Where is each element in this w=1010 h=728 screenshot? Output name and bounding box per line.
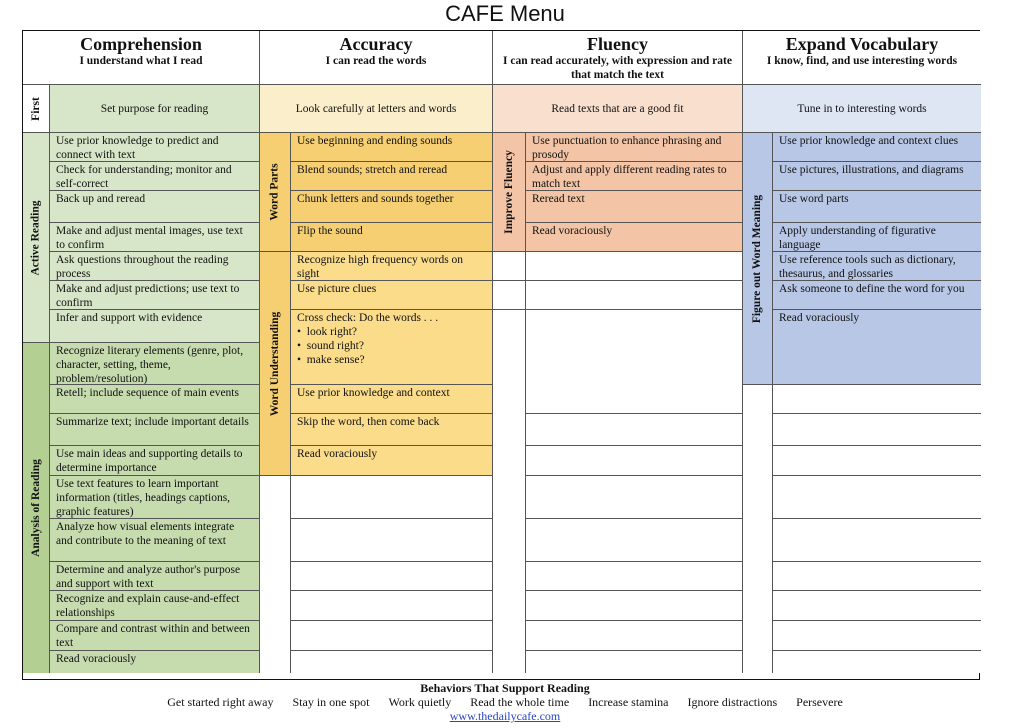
accuracy-item: Use prior knowledge and context <box>291 385 493 414</box>
empty-cell <box>773 476 981 519</box>
empty-cell <box>773 562 981 591</box>
empty-cell <box>526 252 743 281</box>
first-vocab: Tune in to interesting words <box>743 85 981 133</box>
accuracy-title: Accuracy <box>339 34 413 54</box>
accuracy-item: Read voraciously <box>291 446 493 476</box>
comprehension-item: Make and adjust predictions; use text to confirm <box>50 281 260 310</box>
vocab-item: Use pictures, illustrations, and diagrams <box>773 162 981 191</box>
accuracy-subtitle: I can read the words <box>325 55 427 67</box>
empty-cell <box>526 591 743 621</box>
comprehension-item: Infer and support with evidence <box>50 310 260 343</box>
empty-cell <box>291 562 493 591</box>
comprehension-item: Back up and reread <box>50 191 260 223</box>
fluency-item: Reread text <box>526 191 743 223</box>
empty-cell <box>493 252 526 281</box>
accuracy-item: Use picture clues <box>291 281 493 310</box>
comprehension-item: Retell; include sequence of main events <box>50 385 260 414</box>
empty-cell <box>493 310 526 673</box>
vocab-item: Ask someone to define the word for you <box>773 281 981 310</box>
comprehension-item: Compare and contrast within and between text <box>50 621 260 651</box>
cross-check-label: Cross check: Do the words . . . <box>297 312 439 324</box>
empty-cell <box>291 621 493 651</box>
side-label-word-understanding: Word Understanding <box>260 252 291 476</box>
comprehension-item: Summarize text; include important details <box>50 414 260 446</box>
side-label-word-parts: Word Parts <box>260 133 291 252</box>
first-fluency: Read texts that are a good fit <box>493 85 743 133</box>
behavior-item: Work quietly <box>388 695 452 709</box>
behavior-item: Increase stamina <box>588 695 669 709</box>
side-label-analysis-of-reading: Analysis of Reading <box>23 343 50 673</box>
vocab-item: Read voraciously <box>773 310 981 385</box>
header-fluency <box>493 31 743 85</box>
fluency-item: Use punctuation to enhance phrasing and prosody <box>526 133 743 162</box>
empty-cell <box>526 651 743 673</box>
comprehension-subtitle: I understand what I read <box>79 55 203 67</box>
empty-cell <box>526 414 743 446</box>
cafe-menu-table <box>22 30 980 680</box>
first-accuracy: Look carefully at letters and words <box>260 85 493 133</box>
comprehension-item: Check for understanding; monitor and self-correct <box>50 162 260 191</box>
comprehension-item: Recognize and explain cause-and-effect relationships <box>50 591 260 621</box>
empty-cell <box>773 621 981 651</box>
empty-cell <box>526 281 743 310</box>
accuracy-item: Use beginning and ending sounds <box>291 133 493 162</box>
comprehension-title: Comprehension <box>80 34 202 54</box>
empty-cell <box>291 476 493 519</box>
fluency-item: Adjust and apply different reading rates to match text <box>526 162 743 191</box>
fluency-title: Fluency <box>587 34 648 54</box>
vocab-item: Use reference tools such as dictionary, thesaurus, and glossaries <box>773 252 981 281</box>
comprehension-item: Ask questions throughout the reading process <box>50 252 260 281</box>
empty-cell <box>526 562 743 591</box>
empty-cell <box>526 621 743 651</box>
first-comprehension: Set purpose for reading <box>50 85 260 133</box>
side-label-first: First <box>23 85 50 133</box>
behavior-item: Stay in one spot <box>292 695 370 709</box>
cross-check-list <box>297 325 486 367</box>
comprehension-item: Make and adjust mental images, use text to confirm <box>50 223 260 252</box>
vocab-item: Apply understanding of figurative language <box>773 223 981 252</box>
behavior-item: Ignore distractions <box>687 695 778 709</box>
comprehension-item: Use text features to learn important information (titles, headings captions, graphic features) <box>50 476 260 519</box>
comprehension-item: Determine and analyze author's purpose and support with text <box>50 562 260 591</box>
accuracy-item: Chunk letters and sounds together <box>291 191 493 223</box>
empty-cell <box>291 519 493 562</box>
behavior-item: Persevere <box>796 695 843 709</box>
comprehension-item: Read voraciously <box>50 651 260 673</box>
accuracy-item: Blend sounds; stretch and reread <box>291 162 493 191</box>
header-comprehension <box>23 31 260 85</box>
empty-cell <box>260 476 291 673</box>
cross-check-bullet: • make sense? <box>297 353 486 367</box>
vocab-subtitle: I know, find, and use interesting words <box>766 55 958 67</box>
accuracy-item: Flip the sound <box>291 223 493 252</box>
behavior-item: Get started right away <box>167 695 274 709</box>
empty-cell <box>526 446 743 476</box>
empty-cell <box>526 476 743 519</box>
behavior-item: Read the whole time <box>470 695 570 709</box>
empty-cell <box>526 519 743 562</box>
side-label-active-reading: Active Reading <box>23 133 50 343</box>
accuracy-item: Skip the word, then come back <box>291 414 493 446</box>
side-label-improve-fluency: Improve Fluency <box>493 133 526 252</box>
page-title: CAFE Menu <box>445 1 565 26</box>
website-link[interactable]: www.thedailycafe.com <box>449 709 561 723</box>
accuracy-item: Recognize high frequency words on sight <box>291 252 493 281</box>
empty-cell <box>773 446 981 476</box>
empty-cell <box>773 519 981 562</box>
cross-check-bullet: • sound right? <box>297 339 486 353</box>
empty-cell <box>291 651 493 673</box>
empty-cell <box>526 310 743 414</box>
side-label-figure-out-word-meaning: Figure out Word Meaning <box>743 133 773 385</box>
fluency-subtitle: I can read accurately, with expression and rate that match the text <box>503 55 732 81</box>
comprehension-item: Use prior knowledge to predict and connect with text <box>50 133 260 162</box>
header-accuracy <box>260 31 493 85</box>
behaviors-list <box>0 695 1010 709</box>
cross-check-bullet: • look right? <box>297 325 486 339</box>
vocab-item: Use prior knowledge and context clues <box>773 133 981 162</box>
comprehension-item: Recognize literary elements (genre, plot, character, setting, theme, problem/resolution) <box>50 343 260 385</box>
empty-cell <box>773 591 981 621</box>
header-expand-vocabulary <box>743 31 981 85</box>
empty-cell <box>773 385 981 414</box>
comprehension-item: Use main ideas and supporting details to determine importance <box>50 446 260 476</box>
vocab-item: Use word parts <box>773 191 981 223</box>
accuracy-item-cross-check <box>291 310 493 385</box>
empty-cell <box>291 591 493 621</box>
empty-cell <box>773 651 981 673</box>
empty-cell <box>773 414 981 446</box>
fluency-item: Read voraciously <box>526 223 743 252</box>
vocab-title: Expand Vocabulary <box>785 34 939 54</box>
behaviors-title: Behaviors That Support Reading <box>420 681 590 695</box>
empty-cell <box>743 385 773 673</box>
empty-cell <box>493 281 526 310</box>
comprehension-item: Analyze how visual elements integrate and contribute to the meaning of text <box>50 519 260 562</box>
